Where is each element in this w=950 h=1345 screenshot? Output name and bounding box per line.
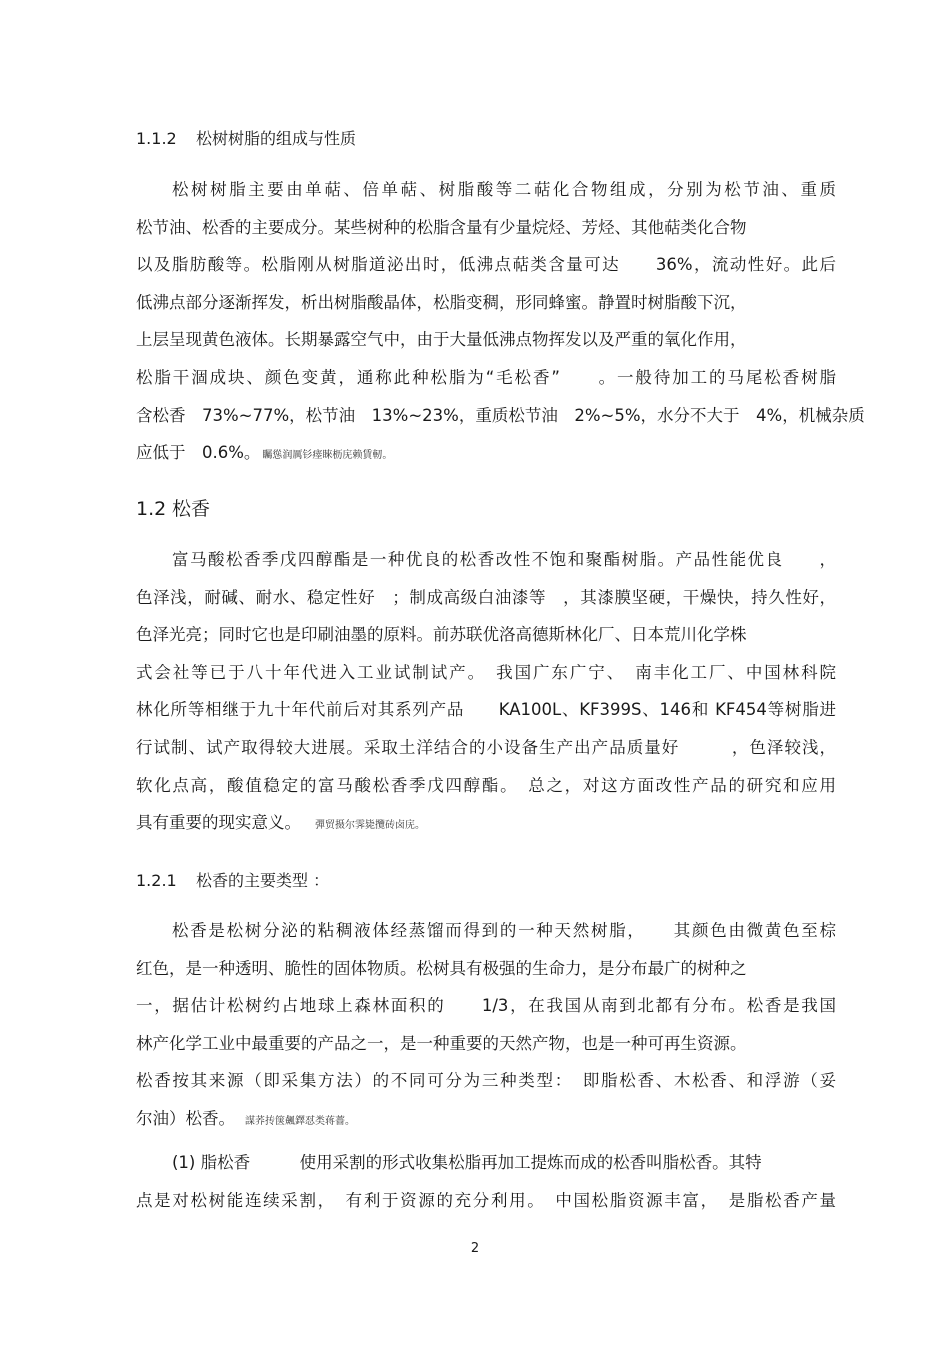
garbled-noise-text: 彈贸摄尔霁毙攬砖卤庑。 (315, 820, 425, 832)
paragraph-rosin-ester (136, 541, 836, 842)
text-line: 上层呈现黄色液体。长期暴露空气中，由于大量低沸点物挥发以及严重的氧化作用， (136, 330, 747, 350)
text-line: 松节油、松香的主要成分。某些树种的松脂含量有少量烷烃、芳烃、其他萜类化合物 (136, 217, 747, 237)
section-heading-1-2-1 (136, 870, 329, 892)
section-number: 1.1.2 (136, 129, 177, 148)
garbled-noise-text: 矚慫润厲钐瘗睞枥庑赖賃軔。 (262, 450, 393, 462)
text-line-content: 具有重要的现实意义。 (136, 813, 301, 833)
text-line: 松香是松树分泌的粘稠液体经蒸馏而得到的一种天然树脂， 其颜色由微黄色至棕 (172, 921, 836, 940)
text-line: 一，据估计松树约占地球上森林面积的 1/3，在我国从南到北都有分布。松香是我国 (136, 996, 836, 1016)
section-number: 1.2.1 (136, 871, 177, 890)
text-line: 色泽光亮；同时它也是印刷油墨的原料。前苏联优洛高德斯林化厂、日本荒川化学株 (136, 625, 747, 645)
section-title: 松香 (172, 498, 211, 520)
text-line: 以及脂肪酸等。松脂刚从树脂道泌出时，低沸点萜类含量可达 36%，流动性好。此后 (136, 255, 836, 275)
section-title: 松香的主要类型 ： (196, 871, 330, 890)
text-line-content: 应低于 0.6%。 (136, 443, 261, 463)
text-line-content: 尔油）松香。 (136, 1108, 235, 1128)
text-line: (1) 脂松香 使用采割的形式收集松脂再加工提炼而成的松香叫脂松香。其特 (172, 1153, 762, 1172)
text-line: 式会社等已于八十年代进入工业试制试产。 我国广东广宁、 南丰化工厂、中国林科院 (136, 662, 836, 682)
section-title: 松树树脂的组成与性质 (196, 129, 357, 148)
text-line (136, 434, 836, 472)
text-line: 松香按其来源（即采集方法）的不同可分为三种类型： 即脂松香、木松香、和浮游（妥 (136, 1071, 836, 1091)
section-number: 1.2 (136, 498, 167, 520)
text-line: 行试制、试产取得较大进展。采取土洋结合的小设备生产出产品质量好 ，色泽较浅， (136, 737, 836, 757)
garbled-noise-text: 謀荞抟箧飆鐸怼类蒋薔。 (245, 1115, 355, 1127)
text-line: 含松香 73%~77%，松节油 13%~23%，重质松节油 2%~5%，水分不大于 4%，机械杂质 (136, 405, 865, 425)
text-line: 林产化学工业中最重要的产品之一，是一种重要的天然产物，也是一种可再生资源。 (136, 1033, 747, 1053)
text-line: 点是对松树能连续采割， 有利于资源的充分利用。 中国松脂资源丰富， 是脂松香产量 (136, 1190, 836, 1210)
text-line: 低沸点部分逐渐挥发，析出树脂酸晶体，松脂变稠，形同蜂蜜。静置时树脂酸下沉， (136, 292, 747, 312)
text-line (136, 1100, 836, 1138)
text-line: 林化所等相继于九十年代前后对其系列产品 KA100L、KF399S、146和 KF454等树脂进 (136, 700, 836, 720)
text-line: 松树树脂主要由单萜、倍单萜、树脂酸等二萜化合物组成，分别为松节油、重质 (172, 180, 836, 199)
paragraph-resin-composition (136, 171, 865, 472)
text-line: 色泽浅，耐碱、耐水、稳定性好 ；制成高级白油漆等 ，其漆膜坚硬，干燥快，持久性好， (136, 587, 836, 607)
page-number: 2 (470, 1241, 480, 1256)
text-line: 红色，是一种透明、脆性的固体物质。松树具有极强的生命力，是分布最广的树种之 (136, 958, 747, 978)
text-line: 富马酸松香季戊四醇酯是一种优良的松香改性不饱和聚酯树脂。产品性能优良 ， (172, 550, 836, 569)
section-heading-1-1-2 (136, 128, 356, 150)
paragraph-rosin-types (136, 912, 836, 1138)
paragraph-gum-rosin (136, 1144, 836, 1219)
text-line: 松脂干涸成块、颜色变黄，通称此种松脂为“毛松香” 。一般待加工的马尾松香树脂 (136, 367, 836, 387)
text-line (136, 804, 836, 842)
section-heading-1-2 (136, 496, 210, 522)
text-line: 软化点高，酸值稳定的富马酸松香季戊四醇酯。 总之，对这方面改性产品的研究和应用 (136, 775, 836, 795)
